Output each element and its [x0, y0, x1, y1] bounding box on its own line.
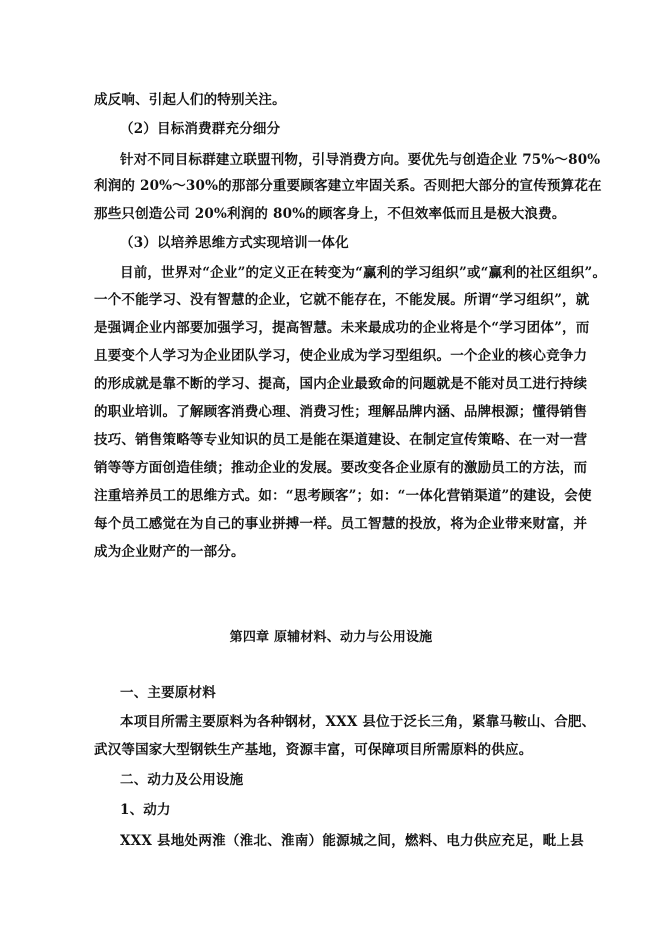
paragraph-line: 技巧、销售策略等专业知识的员工是能在渠道建设、在制定宣传策略、在一对一营 [94, 432, 588, 448]
paragraph-line: 利润的 20%～30%的那部分重要顾客建立牢固关系。否则把大部分的宣传预算花在 [94, 178, 602, 194]
paragraph-line: 针对不同目标群建立联盟刊物，引导消费方向。要优先与创造企业 75%～80% [120, 152, 601, 168]
section-heading: 一、主要原材料 [120, 685, 216, 701]
paragraph-line: 成为企业财产的一部分。 [94, 544, 245, 560]
paragraph-line: 目前，世界对“企业”的定义正在转变为“赢利的学习组织”或“赢利的社区组织”。 [120, 265, 607, 281]
paragraph-line: 的形成就是靠不断的学习、提高，国内企业最致命的问题就是不能对员工进行持续 [94, 376, 588, 392]
subsection-heading: 1、动力 [120, 802, 171, 818]
paragraph-line: 成反响、引起人们的特别关注。 [94, 92, 286, 108]
paragraph-line: 那些只创造公司 20%利润的 80%的顾客身上，不但效率低而且是极大浪费。 [94, 206, 566, 222]
paragraph-line: 每个员工感觉在为自己的事业拼搏一样。员工智慧的投放，将为企业带来财富，并 [94, 516, 588, 532]
section-heading: 二、动力及公用设施 [120, 772, 244, 788]
paragraph-line: 销等等方面创造佳绩；推动企业的发展。要改变各企业原有的激励员工的方法，而 [94, 460, 588, 476]
paragraph-line: 是强调企业内部要加强学习，提高智慧。未来最成功的企业将是个“学习团体”，而 [94, 320, 590, 336]
paragraph-line: 一个不能学习、没有智慧的企业，它就不能存在，不能发展。所谓“学习组织”，就 [94, 292, 590, 308]
chapter-title: 第四章 原辅材料、动力与公用设施 [229, 630, 433, 645]
subsection-heading: （2）目标消费群充分细分 [120, 121, 281, 137]
paragraph-line: 注重培养员工的思维方式。如：“思考顾客”；如：“一体化营销渠道”的建设，会使 [94, 488, 592, 504]
paragraph-line: 本项目所需主要原料为各种钢材，XXX 县位于泛长三角，紧靠马鞍山、合肥、 [120, 714, 596, 730]
paragraph-line: 且要变个人学习为企业团队学习，使企业成为学习型组织。一个企业的核心竞争力 [94, 348, 588, 364]
paragraph-line: XXX 县地处两淮（淮北、淮南）能源城之间，燃料、电力供应充足，毗上县 [120, 833, 584, 849]
paragraph-line: 的职业培训。了解顾客消费心理、消费习性；理解品牌内涵、品牌根源；懂得销售 [94, 404, 588, 420]
subsection-heading: （3）以培养思维方式实现培训一体化 [120, 235, 349, 251]
paragraph-line: 武汉等国家大型钢铁生产基地，资源丰富，可保障项目所需原料的供应。 [94, 742, 533, 758]
